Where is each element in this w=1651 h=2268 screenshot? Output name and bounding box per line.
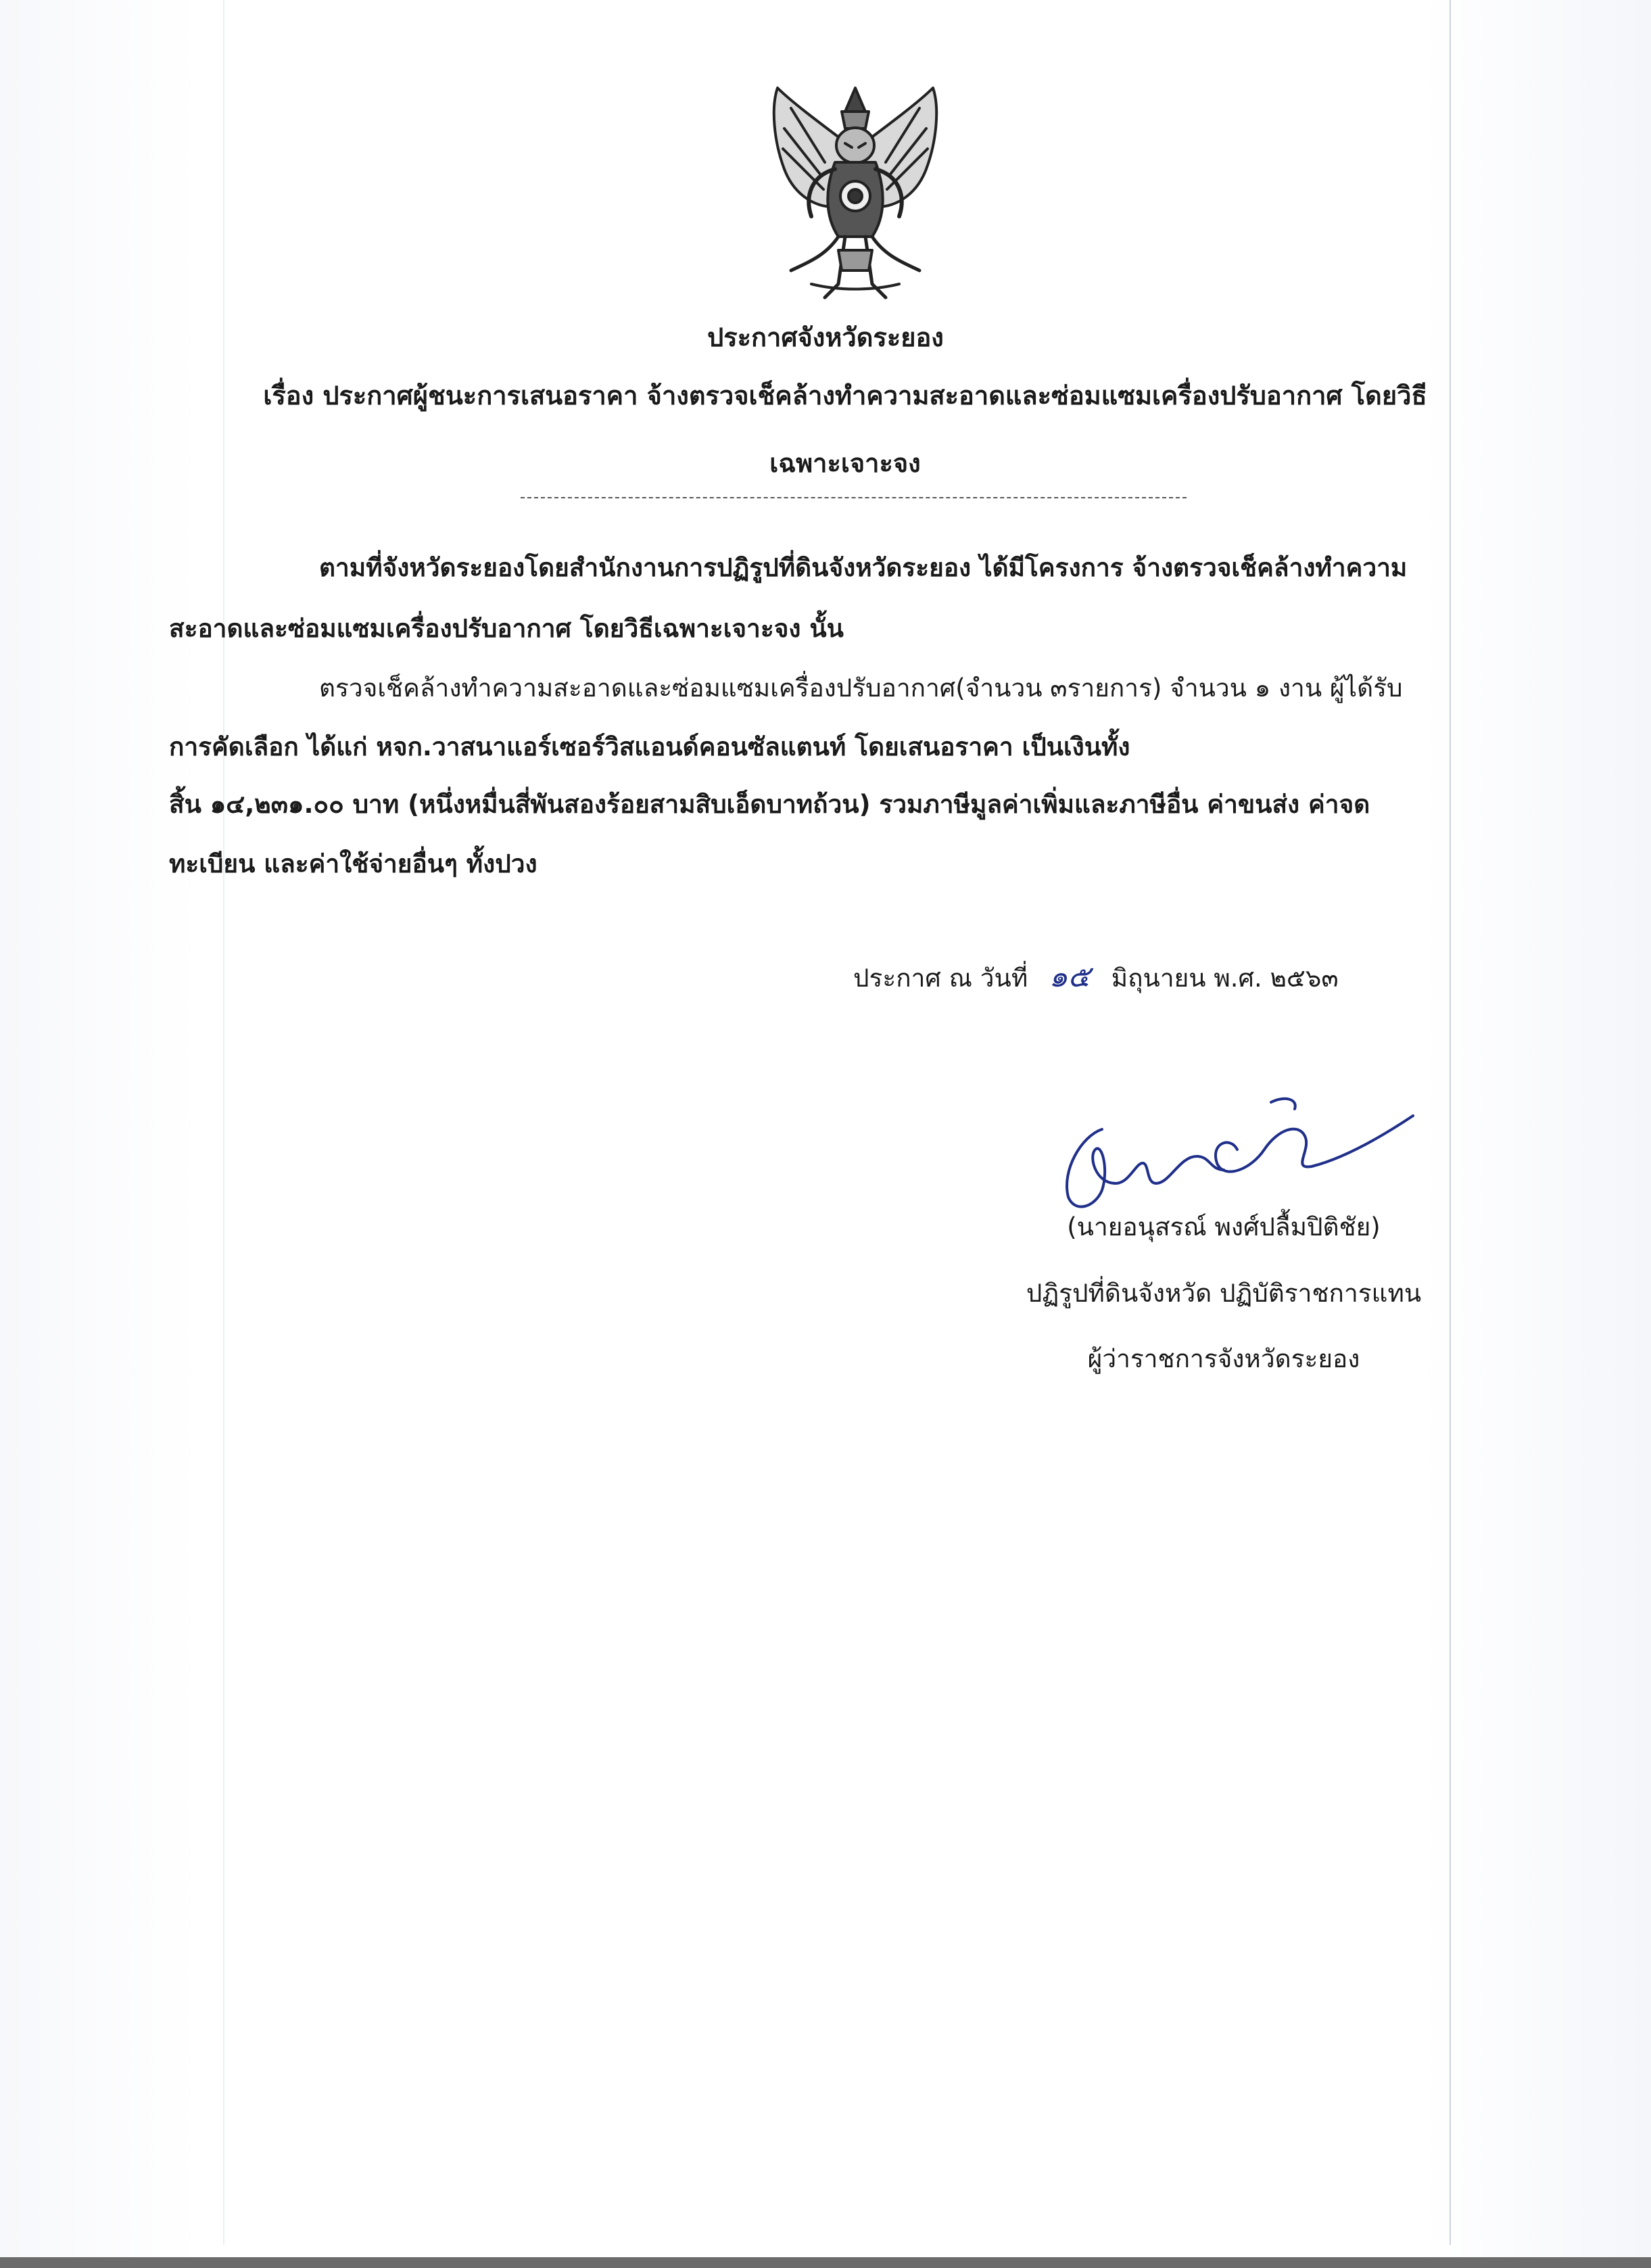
separator-line	[521, 497, 1187, 500]
handwritten-signature-icon	[1055, 1089, 1420, 1217]
subject-line-1: เรื่อง ประกาศผู้ชนะการเสนอราคา จ้างตรวจเช็คล้างทำความสะอาดและซ่อมแซมเครื่องปรับอากาศ โดยวิธี	[263, 381, 1427, 410]
garuda-emblem-icon	[744, 81, 967, 311]
date-suffix: มิถุนายน พ.ศ. ๒๕๖๓	[1111, 964, 1339, 993]
signatory-name: (นายอนุสรณ์ พงศ์ปลื้มปิติชัย)	[1067, 1212, 1381, 1242]
subject-line-2: เฉพาะเจาะจง	[769, 448, 921, 478]
signatory-position-2: ผู้ว่าราชการจังหวัดระยอง	[1087, 1344, 1360, 1373]
paragraph-1-line-2: สะอาดและซ่อมแซมเครื่องปรับอากาศ โดยวิธีเฉพาะเจาะจง นั้น	[169, 614, 844, 643]
paragraph-2-line-1: ตรวจเช็คล้างทำความสะอาดและซ่อมแซมเครื่องปรับอากาศ(จำนวน ๓รายการ) จำนวน ๑ งาน ผู้ได้รับ	[319, 674, 1403, 703]
document-subject	[183, 362, 1508, 497]
date-prefix: ประกาศ ณ วันที่	[853, 964, 1028, 993]
paragraph-1-line-1: ตามที่จังหวัดระยองโดยสำนักงานการปฏิรูปที่ดินจังหวัดระยอง ได้มีโครงการ จ้างตรวจเช็คล้างทำความ	[319, 553, 1408, 582]
signatory-position-1: ปฏิรูปที่ดินจังหวัด ปฏิบัติราชการแทน	[1026, 1279, 1422, 1308]
scan-bottom-edge	[0, 2257, 1651, 2268]
paragraph-2-line-2: การคัดเลือก ได้แก่ หจก.วาสนาแอร์เซอร์วิสแอนด์คอนซัลแตนท์ โดยเสนอราคา เป็นเงินทั้ง	[169, 732, 1130, 761]
document-title: ประกาศจังหวัดระยอง	[707, 323, 944, 352]
paragraph-2-line-3: สิ้น ๑๔,๒๓๑.๐๐ บาท (หนึ่งหมื่นสี่พันสองร้อยสามสิบเอ็ดบาทถ้วน) รวมภาษีมูลค่าเพิ่มและภาษีอื่น ค่าขนส่ง ค่าจด	[169, 790, 1370, 819]
date-day-handwritten: ๑๕	[1049, 960, 1091, 994]
announcement-date	[853, 957, 1339, 999]
paragraph-2-line-4: ทะเบียน และค่าใช้จ่ายอื่นๆ ทั้งปวง	[169, 849, 537, 878]
